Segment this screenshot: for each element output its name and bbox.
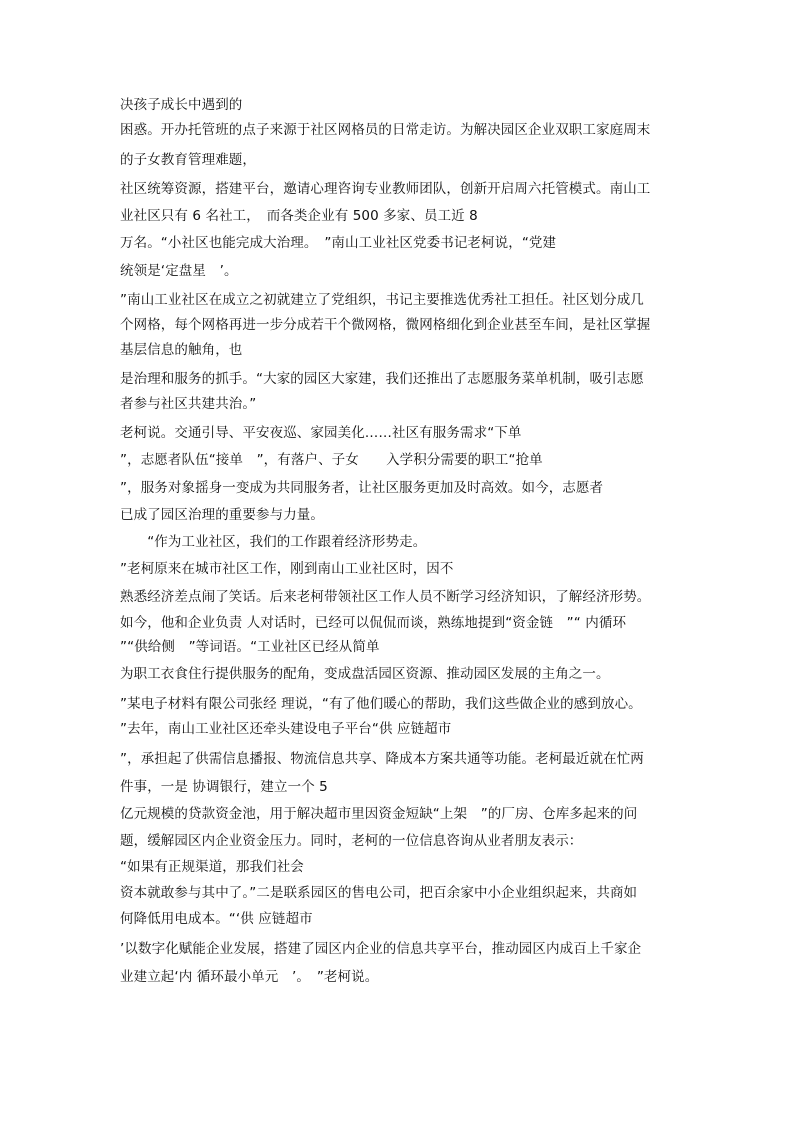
text-line: “如果有正规渠道，那我们社会 — [120, 859, 304, 875]
text-line: 业社区只有 6 名社工， 而各类企业有 500 多家、员工近 8 — [120, 208, 478, 224]
text-line: 万名。“小社区也能完成大治理。 ”南山工业社区党委书记老柯说，“党建 — [120, 235, 557, 251]
text-line: ’以数字化赋能企业发展，搭建了园区内企业的信息共享平台，推动园区内成百上千家企 — [120, 941, 642, 957]
text-line: ”南山工业社区在成立之初就建立了党组织，书记主要推选优秀社工担任。社区划分成几 — [120, 292, 644, 308]
text-line: 老柯说。交通引导、平安夜巡、家园美化……社区有服务需求“下单 — [120, 425, 522, 441]
text-line: 件事，一是 协调银行，建立一个 5 — [120, 779, 328, 795]
text-line: ”某电子材料有限公司张经 理说，“有了他们暖心的帮助，我们这些做企业的感到放心。 — [120, 696, 642, 712]
text-line: ”“供给侧 ”等词语。“工业社区已经从简单 — [120, 639, 380, 655]
text-line: ”，志愿者队伍“接单 ”，有落户、子女 入学积分需要的职工“抢单 — [120, 452, 543, 468]
text-line: 资本就敢参与其中了。”二是联系园区的售电公司，把百余家中小企业组织起来，共商如 — [120, 885, 638, 901]
text-line: 是治理和服务的抓手。“大家的园区大家建，我们还推出了志愿服务菜单机制，吸引志愿 — [120, 371, 644, 387]
text-line: 困惑。开办托管班的点子来源于社区网格员的日常走访。为解决园区企业双职工家庭周末 — [120, 122, 651, 138]
text-line: 何降低用电成本。“‘供 应链超市 — [120, 911, 313, 927]
text-line: 为职工衣食住行提供服务的配角，变成盘活园区资源、推动园区发展的主角之一。 — [120, 666, 610, 682]
text-line: ”去年，南山工业社区还牵头建设电子平台“供 应链超市 — [120, 721, 452, 737]
text-line: 决孩子成长中遇到的 — [120, 97, 243, 113]
text-line: 题，缓解园区内企业资金压力。同时，老柯的一位信息咨询从业者朋友表示： — [120, 833, 583, 849]
text-line: 社区统筹资源，搭建平台，邀请心理咨询专业教师团队，创新开启周六托管模式。南山工 — [120, 181, 651, 197]
text-line: 基层信息的触角，也 — [120, 342, 243, 358]
text-line: 亿元规模的贷款资金池，用于解决超市里因资金短缺“上架 ”的厂房、仓库多起来的问 — [120, 806, 638, 822]
text-line: 统领是‘定盘星 ’。 — [120, 263, 238, 279]
text-line: ”，服务对象摇身一变成为共同服务者，让社区服务更加及时高效。如今，志愿者 — [120, 480, 604, 496]
text-line: 如今，他和企业负责 人对话时，已经可以侃侃而谈，熟练地提到“资金链 ”“ 内循环 — [120, 615, 627, 631]
text-line: 个网格，每个网格再进一步分成若干个微网格，微网格细化到企业甚至车间，是社区掌握 — [120, 317, 651, 333]
text-line: ”老柯原来在城市社区工作，刚到南山工业社区时，因不 — [120, 561, 454, 577]
text-line: 的子女教育管理难题， — [120, 152, 256, 168]
text-line: 业建立起‘内 循环最小单元 ’。 ”老柯说。 — [120, 969, 379, 985]
text-line: 者参与社区共建共治。” — [120, 396, 257, 412]
text-line: ”，承担起了供需信息播报、物流信息共享、降成本方案共通等功能。老柯最近就在忙两 — [120, 751, 644, 767]
text-line: 已成了园区治理的重要参与力量。 — [120, 507, 324, 523]
text-line: 熟悉经济差点闹了笑话。后来老柯带领社区工作人员不断学习经济知识，了解经济形势。 — [120, 589, 651, 605]
text-line: “作为工业社区，我们的工作跟着经济形势走。 — [120, 534, 427, 550]
